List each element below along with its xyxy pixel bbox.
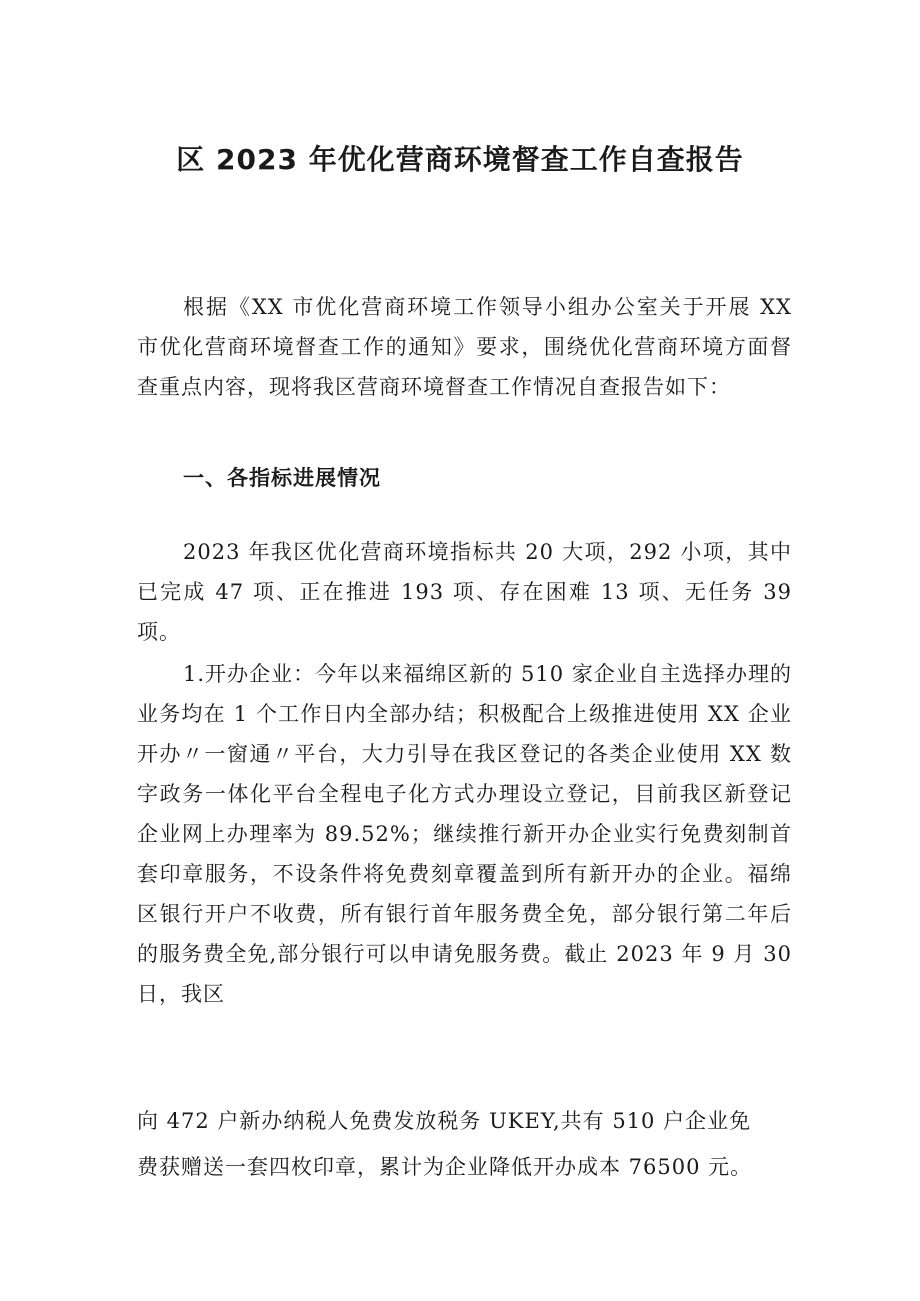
summary-paragraph: 2023 年我区优化营商环境指标共 20 大项，292 小项，其中已完成 47 项、正在推进 193 项、存在困难 13 项、无任务 39 项。 <box>137 540 792 644</box>
section-heading: 一、各指标进展情况 <box>183 466 381 490</box>
item1-paragraph: 1.开办企业：今年以来福绵区新的 510 家企业自主选择办理的业务均在 1 个工作日内全部办结；积极配合上级推进使用 XX 企业开办〃一窗通〃平台，大力引导在我区登记的各类企业使用 XX 数字政务一体化平台全程电子化方式办理设立登记，目前我区新登记企业网上办理率为 89.52%；继续推行新开办企业实行免费刻制首套印章服务，不设条件将免费刻章覆盖到所有新开办的企业。福绵区银行开户不收费，所有银行首年服务费全免，部分银行第二年后的服务费全免,部分银行可以申请免服务费。截止 2023 年 9 月 30 日，我区 <box>137 662 792 1006</box>
document-title: 区 2023 年优化营商环境督查工作自查报告 <box>176 143 744 176</box>
continuation-line-1: 向 472 户新办纳税人免费发放税务 UKEY,共有 510 户企业免 <box>137 1109 752 1133</box>
continuation-line-2: 费获赠送一套四枚印章，累计为企业降低开办成本 76500 元。 <box>137 1155 753 1179</box>
intro-paragraph: 根据《XX 市优化营商环境工作领导小组办公室关于开展 XX 市优化营商环境督查工作的通知》要求，围绕优化营商环境方面督查重点内容，现将我区营商环境督查工作情况自查报告如下： <box>137 295 792 399</box>
